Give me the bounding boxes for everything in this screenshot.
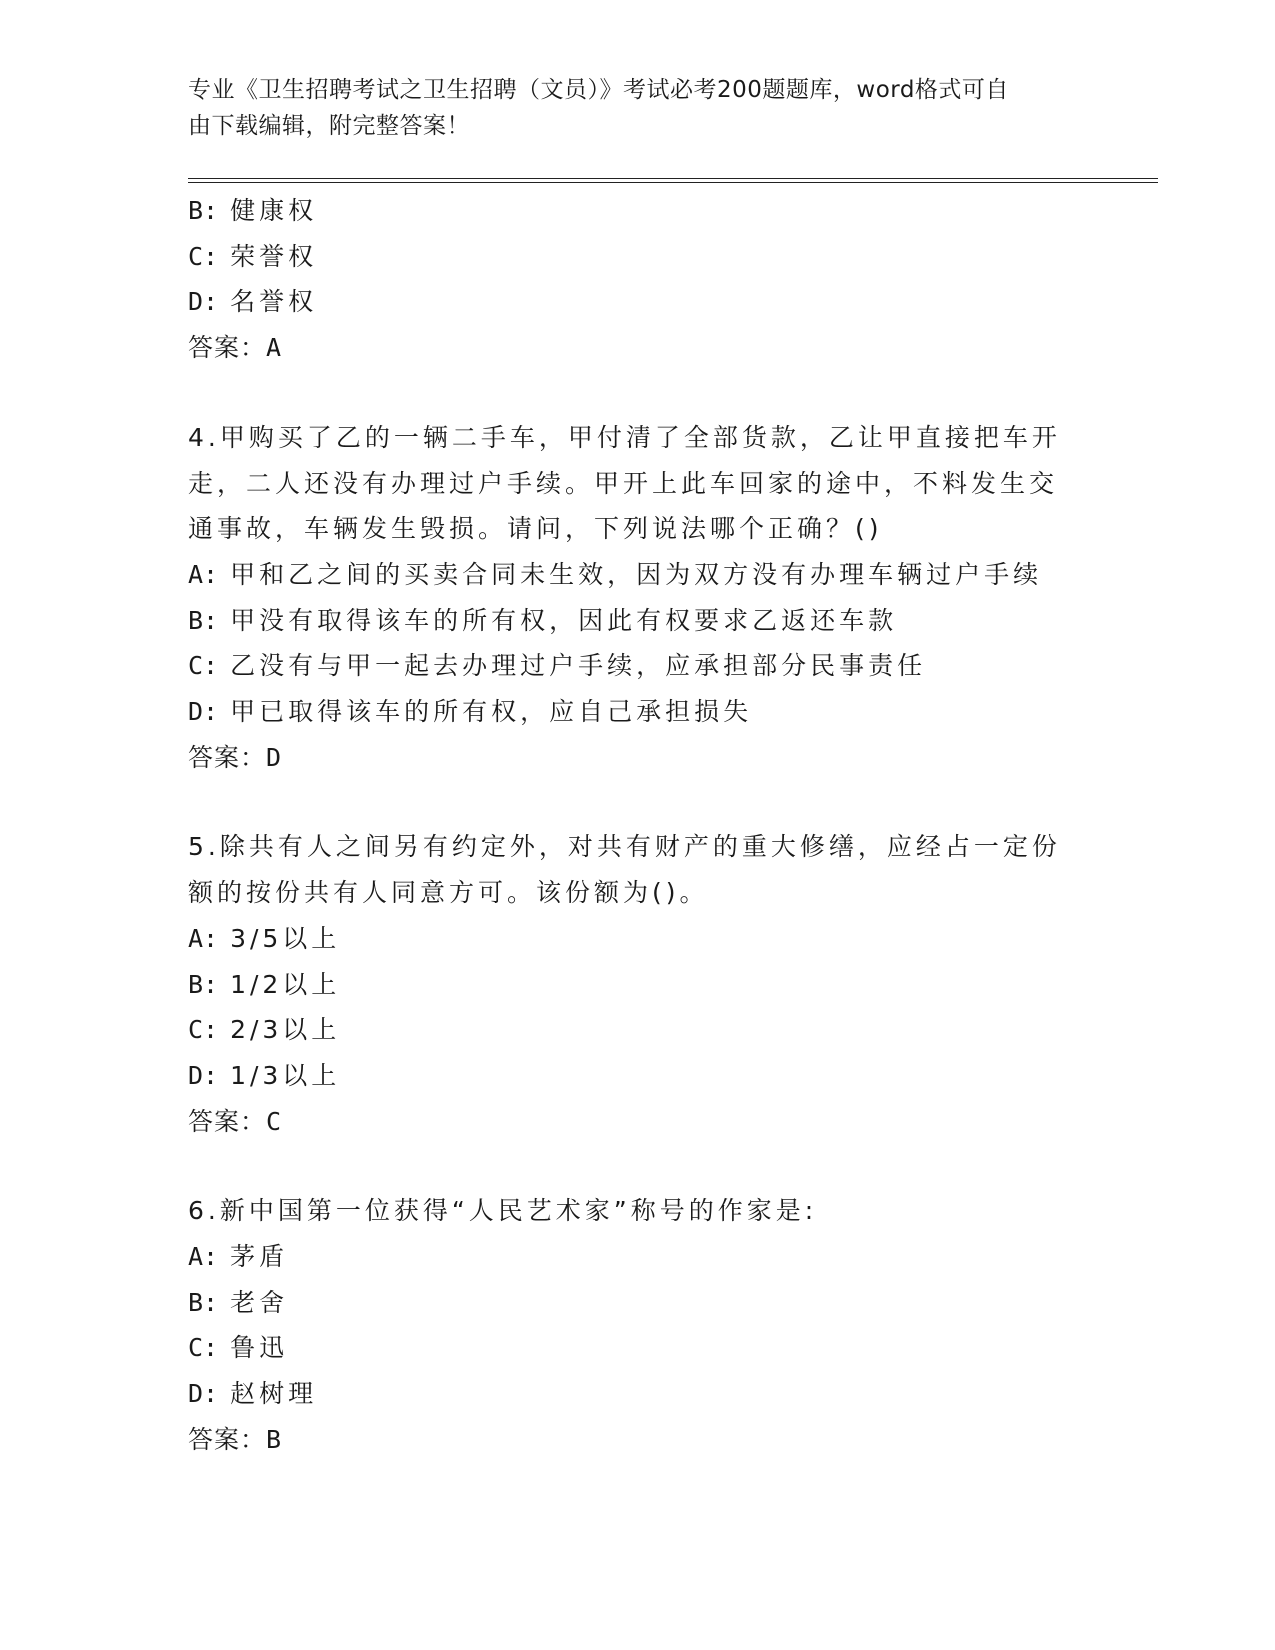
option-b: B: 甲没有取得该车的所有权，因此有权要求乙返还车款 (188, 605, 898, 635)
question-5 (188, 824, 1088, 1144)
document-header (188, 72, 1068, 144)
option-a: A: 茅盾 (188, 1242, 289, 1272)
option-d: D: 名誉权 (188, 287, 318, 317)
option-b: B: 健康权 (188, 196, 318, 225)
question-stem: 5.除共有人之间另有约定外，对共有财产的重大修缮，应经占一定份 额的按份共有人同意方可。该份额为()。 (188, 832, 1061, 908)
option-a: A: 3/5以上 (188, 923, 341, 953)
option-c: C: 2/3以上 (188, 1015, 341, 1045)
answer: 答案：B (188, 1424, 283, 1454)
option-c: C: 鲁迅 (188, 1333, 289, 1363)
question-4 (188, 415, 1088, 781)
option-b: B: 1/2以上 (188, 969, 341, 999)
header-line-1: 专业《卫生招聘考试之卫生招聘（文员）》考试必考200题题库，word格式可自 (188, 77, 1009, 103)
header-line-2: 由下载编辑，附完整答案！ (188, 113, 470, 139)
option-a: A: 甲和乙之间的买卖合同未生效，因为双方没有办理车辆过户手续 (188, 559, 1043, 589)
question-stem: 4.甲购买了乙的一辆二手车，甲付清了全部货款，乙让甲直接把车开 走，二人还没有办理过户手续。甲开上此车回家的途中，不料发生交 通事故，车辆发生毁损。请问，下列说法哪个正确？() (188, 422, 1061, 544)
option-c: C: 乙没有与甲一起去办理过户手续，应承担部分民事责任 (188, 651, 927, 681)
question-6 (188, 1188, 1088, 1462)
option-d: D: 甲已取得该车的所有权，应自己承担损失 (188, 697, 753, 727)
header-divider (188, 178, 1158, 183)
question-list (188, 188, 1088, 1507)
question-stem: 6.新中国第一位获得“人民艺术家”称号的作家是: (188, 1196, 818, 1226)
option-b: B: 老舍 (188, 1287, 289, 1317)
option-d: D: 赵树理 (188, 1379, 318, 1409)
answer: 答案：C (188, 1106, 283, 1136)
answer: 答案：D (188, 742, 283, 772)
option-c: C: 荣誉权 (188, 241, 318, 271)
answer: 答案：A (188, 333, 283, 363)
option-d: D: 1/3以上 (188, 1060, 341, 1090)
question-3-continued (188, 188, 1088, 371)
